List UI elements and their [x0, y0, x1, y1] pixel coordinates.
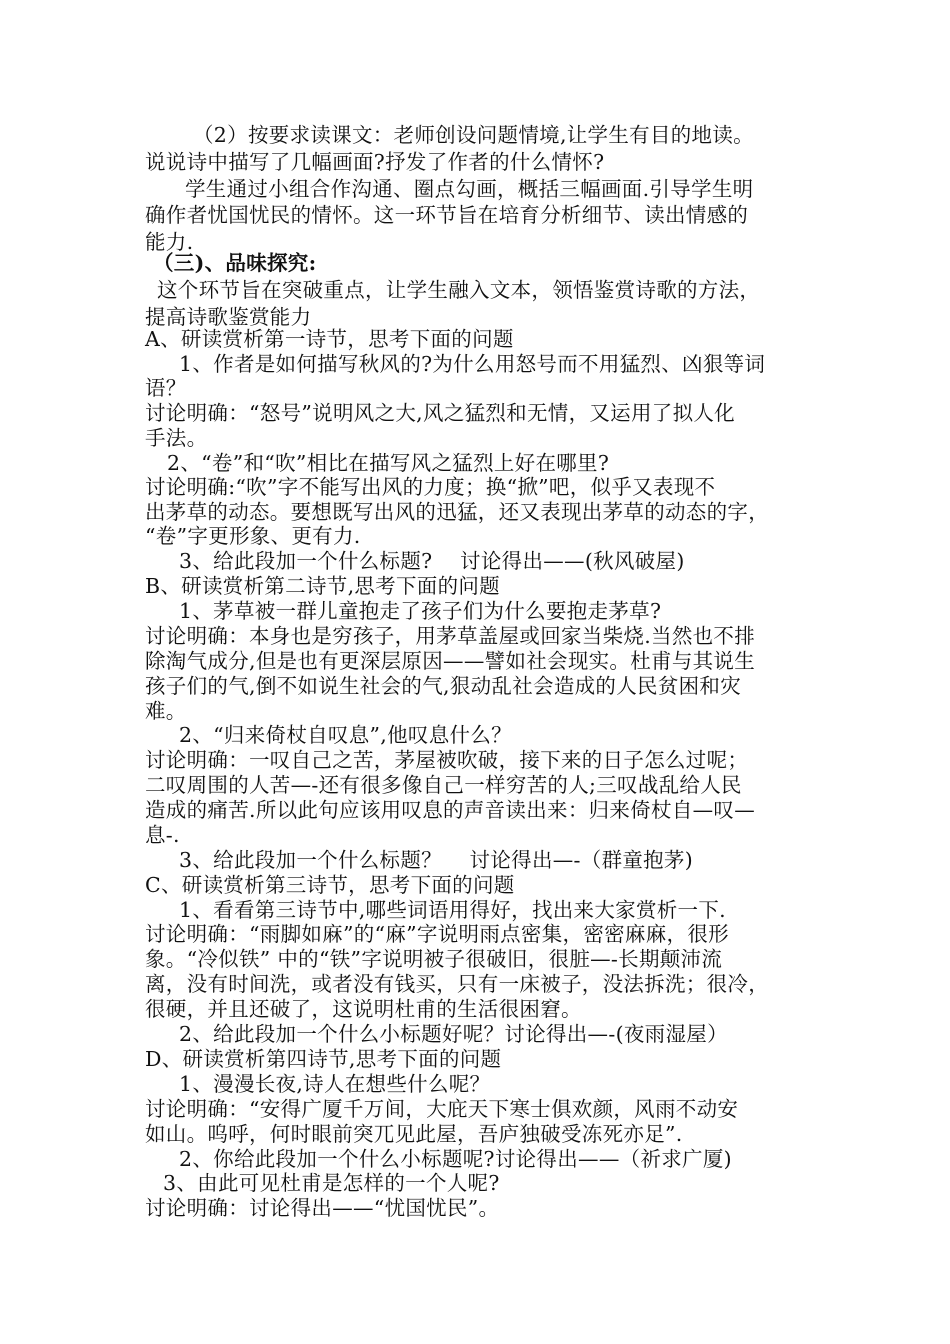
text-line: 手法。 — [145, 426, 208, 450]
text-line: C、研读赏析第三诗节，思考下面的问题 — [145, 873, 515, 897]
text-line: 1、看看第三诗节中,哪些词语用得好，找出来大家赏析一下. — [179, 898, 726, 922]
text-line: 2、“卷”和“吹”相比在描写风之猛烈上好在哪里? — [167, 451, 610, 475]
text-line: 出茅草的动态。要想既写出风的迅猛，还又表现出茅草的动态的字， — [145, 500, 769, 524]
text-line: A、研读赏析第一诗节，思考下面的问题 — [145, 327, 514, 351]
text-line: 1、漫漫长夜,诗人在想些什么呢？ — [179, 1072, 491, 1096]
text-line: 1、茅草被一群儿童抱走了孩子们为什么要抱走茅草? — [179, 599, 662, 623]
text-line: 息-. — [145, 823, 180, 847]
text-line: （2）按要求读课文：老师创设问题情境,让学生有目的地读。 — [193, 123, 754, 147]
text-line: 确作者忧国忧民的情怀。这一环节旨在培育分析细节、读出情感的 — [145, 203, 749, 227]
text-line: 造成的痛苦.所以此句应该用叹息的声音读出来：归来倚杖自—叹— — [145, 798, 756, 822]
text-line: 说说诗中描写了几幅画面?抒发了作者的什么情怀? — [145, 150, 605, 174]
text-line: 除淘气成分,但是也有更深层原因——譬如社会现实。杜甫与其说生 — [145, 649, 756, 673]
text-line: D、研读赏析第四诗节,思考下面的问题 — [145, 1047, 502, 1071]
text-line: 讨论明确：“怒号”说明风之大,风之猛烈和无情，又运用了拟人化 — [145, 401, 735, 425]
text-line: “卷”字更形象、更有力. — [145, 524, 361, 548]
text-line: 难。 — [145, 699, 187, 723]
text-line: 讨论明确：“安得广厦千万间，大庇天下寒士俱欢颜，风雨不动安 — [145, 1097, 739, 1121]
text-line: 讨论明确：本身也是穷孩子，用茅草盖屋或回家当柴烧.当然也不排 — [145, 624, 756, 648]
text-line: 语？ — [145, 376, 187, 400]
text-line: 这个环节旨在突破重点，让学生融入文本，领悟鉴赏诗歌的方法， — [157, 278, 761, 302]
text-line: 1、作者是如何描写秋风的?为什么用怒号而不用猛烈、凶狠等词 — [179, 352, 766, 376]
text-line: 如山。呜呼，何时眼前突兀见此屋，吾庐独破受冻死亦足”. — [145, 1122, 683, 1146]
text-line: 很硬，并且还破了，这说明杜甫的生活很困窘。 — [145, 997, 582, 1021]
text-line: 讨论明确：一叹自己之苦，茅屋被吹破，接下来的日子怎么过呢； — [145, 748, 749, 772]
text-line: 3、由此可见杜甫是怎样的一个人呢? — [163, 1171, 500, 1195]
text-line: 2、你给此段加一个什么小标题呢?讨论得出——（祈求广厦) — [179, 1147, 732, 1171]
text-line: 3、给此段加一个什么标题? 讨论得出——(秋风破屋) — [179, 549, 685, 573]
text-line: 二叹周围的人苦—-还有很多像自己一样穷苦的人;三叹战乱给人民 — [145, 773, 742, 797]
section-heading: （三)、品味探究: — [153, 251, 317, 275]
text-line: 2、“归来倚杖自叹息”,他叹息什么？ — [179, 723, 512, 747]
text-line: B、研读赏析第二诗节,思考下面的问题 — [145, 574, 500, 598]
text-line: 2、给此段加一个什么小标题好呢？讨论得出—-(夜雨湿屋） — [179, 1022, 728, 1046]
text-line: 能力. — [145, 230, 194, 254]
text-line: 3、给此段加一个什么标题？ 讨论得出—-（群童抱茅) — [179, 848, 694, 872]
text-line: 学生通过小组合作沟通、圈点勾画，概括三幅画面.引导学生明 — [185, 177, 754, 201]
text-line: 讨论明确:“吹”字不能写出风的力度；换“掀”吧，似乎又表现不 — [145, 475, 716, 499]
text-line: 离，没有时间洗，或者没有钱买，只有一床被子，没法拆洗；很冷， — [145, 972, 769, 996]
text-line: 讨论明确：“雨脚如麻”的“麻”字说明雨点密集，密密麻麻，很形 — [145, 922, 729, 946]
text-line: 象。“冷似铁” 中的“铁”字说明被子很破旧，很脏—-长期颠沛流 — [145, 947, 723, 971]
text-line: 孩子们的气,倒不如说生社会的气,狠动乱社会造成的人民贫困和灾 — [145, 674, 742, 698]
text-line: 讨论明确：讨论得出——“忧国忧民”。 — [145, 1196, 500, 1220]
text-line: 提高诗歌鉴赏能力 — [145, 305, 312, 329]
